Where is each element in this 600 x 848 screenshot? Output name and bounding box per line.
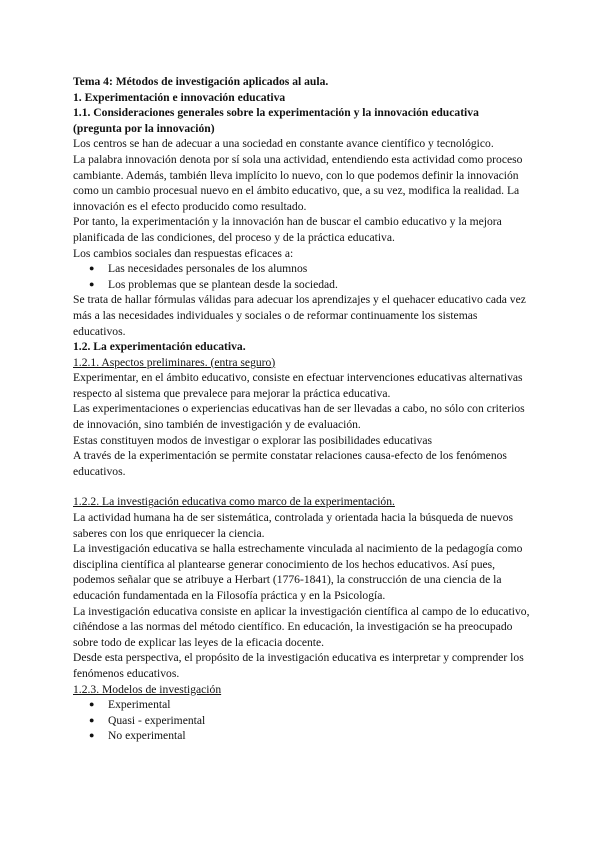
paragraph: La investigación educativa se halla estrechamente vinculada al nacimiento de la pedagogía como disciplina científica al plantearse generar conocimiento de los hechos educativos. Así pues, podemos señalar que se atribuye a Herbart (1776-1841), la construcción de una ciencia de la educación fundamentada en la Filosofía práctica y en la Psicología. [73,542,523,602]
list-item: ● Experimental [89,698,171,712]
section-heading-1: 1. Experimentación e innovación educativa [73,90,286,104]
paragraph: Las experimentaciones o experiencias educativas han de ser llevadas a cabo, no sólo con criterios de innovación, sino también de investigación y de evaluación. [73,402,525,432]
bullet-list-modelos [73,697,530,744]
paragraph: Por tanto, la experimentación y la innovación han de buscar el cambio educativo y la mejora planificada de las condiciones, del proceso y de la práctica educativa. [73,215,502,244]
bullet-icon: ● [89,730,95,741]
paragraph: Los cambios sociales dan respuestas eficaces a: [73,246,294,260]
bullet-icon: ● [89,699,95,710]
spacer [73,479,530,494]
section-heading-1-1: 1.1. Consideraciones generales sobre la experimentación y la innovación educativa (pregunta por la innovación) [73,106,479,135]
paragraph: Experimentar, en el ámbito educativo, consiste en efectuar intervenciones educativas alternativas respecto al sistema que prevalece para mejorar la práctica educativa. [73,371,523,400]
bullet-list-cambios [73,261,530,292]
bullet-icon: ● [89,278,95,289]
document-title: Tema 4: Métodos de investigación aplicados al aula. [73,75,329,88]
subsection-heading-1-2-3: 1.2.3. Modelos de investigación [73,682,222,696]
list-item: ● Quasi - experimental [89,713,206,727]
paragraph: A través de la experimentación se permite constatar relaciones causa-efecto de los fenómenos educativos. [73,449,507,478]
list-item: ● Las necesidades personales de los alumnos [89,262,308,276]
subsection-heading-1-2-1: 1.2.1. Aspectos preliminares. (entra seguro) [73,355,276,369]
bullet-icon: ● [89,263,95,274]
bullet-icon: ● [89,714,95,725]
section-heading-1-2: 1.2. La experimentación educativa. [73,340,246,354]
paragraph: La investigación educativa consiste en aplicar la investigación científica al campo de lo educativo, ciñéndose a las normas del método científico. En educación, la investigación se ha preocupado sobre todo de explicar las leyes de la eficacia docente. [73,604,530,649]
list-item: ● No experimental [89,729,186,743]
paragraph: Los centros se han de adecuar a una sociedad en constante avance científico y tecnológico. [73,137,494,151]
paragraph: La palabra innovación denota por sí sola una actividad, entendiendo esta actividad como proceso cambiante. Además, también lleva implícito lo nuevo, con lo que podemos definir la innovación como un cambio procesual nuevo en el ámbito educativo, que, a su vez, modifica la realidad. La innovación es el efecto producido como resultado. [73,152,523,213]
paragraph: Estas constituyen modos de investigar o explorar las posibilidades educativas [73,433,433,447]
paragraph: La actividad humana ha de ser sistemática, controlada y orientada hacia la búsqueda de nuevos saberes con los que enriquecer la ciencia. [73,511,514,540]
list-item: ● Los problemas que se plantean desde la sociedad. [89,277,338,291]
subsection-heading-1-2-2: 1.2.2. La investigación educativa como marco de la experimentación. [73,495,395,509]
paragraph: Desde esta perspectiva, el propósito de la investigación educativa es interpretar y comprender los fenómenos educativos. [73,651,524,680]
paragraph: Se trata de hallar fórmulas válidas para adecuar los aprendizajes y el quehacer educativo cada vez más a las necesidades individuales y sociales o de reformar continuamente los sistemas educativos. [73,293,526,338]
